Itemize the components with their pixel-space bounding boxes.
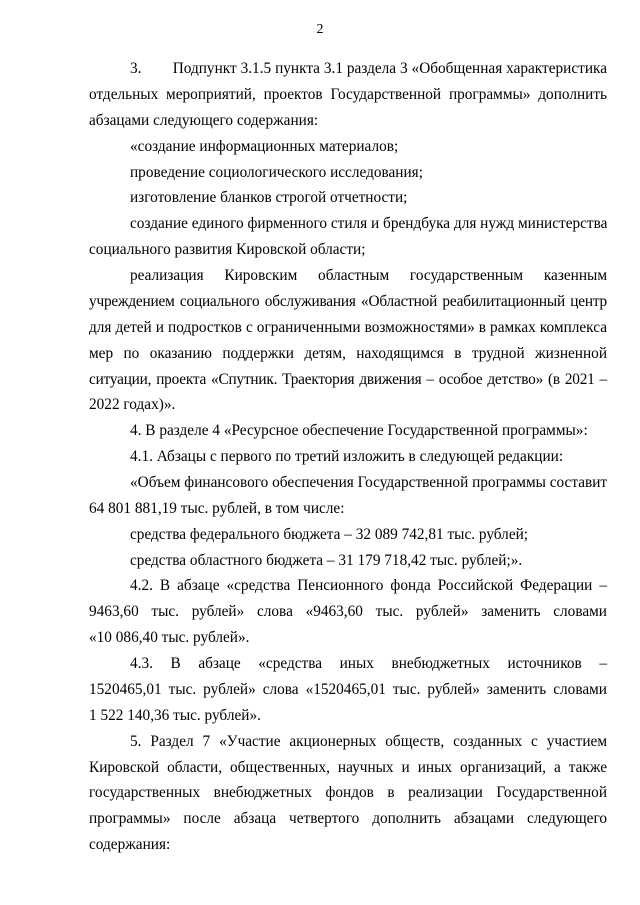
page-number: 2 [316,22,324,37]
text-line: 3. Подпункт 3.1.5 пункта 3.1 раздела 3 «Обобщенная характеристика [130,60,607,77]
text-line: 4. В разделе 4 «Ресурсное обеспечение Государственной программы»: [130,422,588,439]
text-line: социального развития Кировской области; [89,241,366,258]
text-line: 4.3. В абзаце «средства иных внебюджетных источников – [130,655,607,672]
text-line: 2022 годах)». [89,396,176,413]
text-line: Кировской области, общественных, научных и иных организаций, а также [89,759,607,776]
text-line: реализация Кировским областным государственным казенным [130,267,607,284]
text-line: средства областного бюджета – 31 179 718,42 тыс. рублей;». [130,552,523,569]
text-line: ситуации, проекта «Спутник. Траектория движения – особое детство» (в 2021 – [89,371,607,388]
text-line: 64 801 881,19 тыс. рублей, в том числе: [89,500,345,517]
text-line: 4.2. В абзаце «средства Пенсионного фонда Российской Федерации – [130,577,607,594]
text-line: проведение социологического исследования; [130,164,423,181]
text-line: «Объем финансового обеспечения Государственной программы составит [130,474,608,491]
text-line: абзацами следующего содержания: [89,112,319,129]
text-line: программы» после абзаца четвертого дополнить абзацами следующего [89,810,607,827]
text-line: средства федерального бюджета – 32 089 742,81 тыс. рублей; [130,526,529,543]
text-line: учреждением социального обслуживания «Областной реабилитационный центр [89,293,607,310]
text-line: «10 086,40 тыс. рублей». [89,629,250,646]
text-line: для детей и подростков с ограниченными возможностями» в рамках комплекса [89,319,607,336]
text-line: содержания: [89,836,171,853]
text-line: отдельных мероприятий, проектов Государственной программы» дополнить [89,86,607,103]
text-line: «создание информационных материалов; [130,138,399,155]
text-line: мер по оказанию поддержки детям, находящимся в трудной жизненной [89,345,607,362]
text-line: 5. Раздел 7 «Участие акционерных обществ, созданных с участием [130,733,607,750]
text-line: государственных внебюджетных фондов в реализации Государственной [89,784,607,801]
text-line: создание единого фирменного стиля и брендбука для нужд министерства [130,215,608,232]
text-line: 9463,60 тыс. рублей» слова «9463,60 тыс. рублей» заменить словами [89,603,607,620]
text-line: 4.1. Абзацы с первого по третий изложить в следующей редакции: [130,448,564,465]
text-line: изготовление бланков строгой отчетности; [130,189,408,206]
text-line: 1520465,01 тыс. рублей» слова «1520465,01 тыс. рублей» заменить словами [89,681,607,698]
text-line: 1 522 140,36 тыс. рублей». [89,707,261,724]
